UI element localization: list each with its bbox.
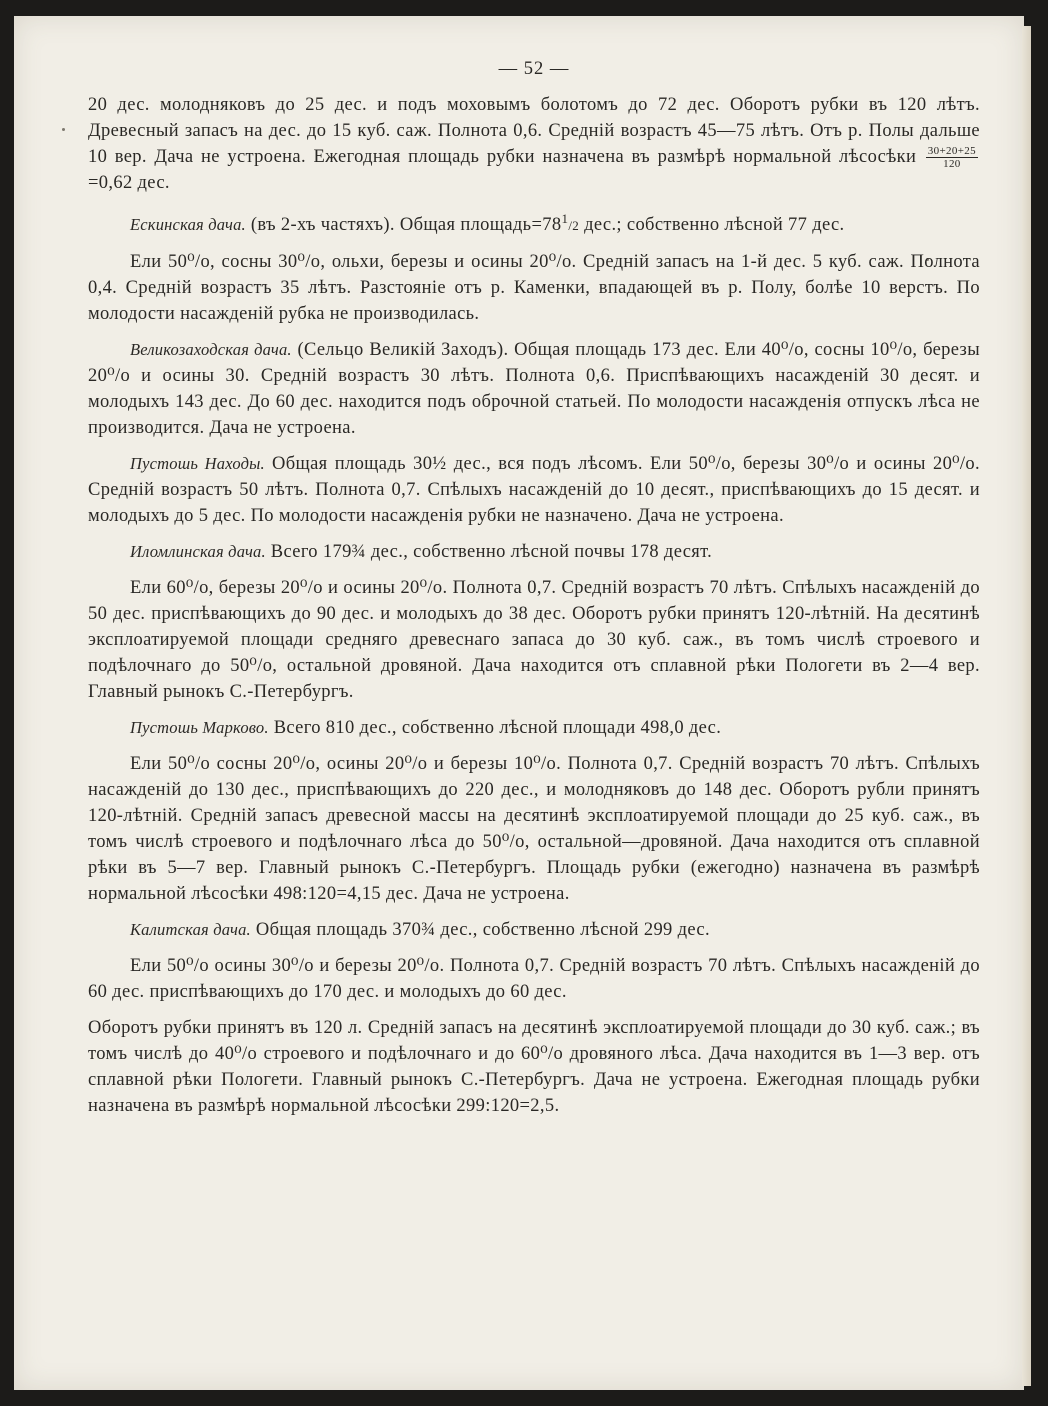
dacha-name: Иломлинская дача.: [130, 542, 266, 562]
paragraph: Калитская дача. Общая площадь 370¾ дес., собственно лѣсной 299 дес.: [130, 920, 710, 941]
paragraph: Великозаходская дача. (Сельцо Великiй Заходъ). Общая площадь 173 дес. Ели 40⁰/о, сосны 10⁰/о, березы 20⁰/о и осины 30. Среднiй возрастъ 30 лѣтъ. Полнота 0,6. Приспѣвающихъ насажденiй 30 десят. и молодыхъ 143 дес. До 60 дес. находится подъ оброчной статьей. По молодости насажденiя отпускъ лѣса не производится. Дача не устроена.: [88, 340, 980, 439]
paragraph: Пустошь Находы. Общая площадь 30½ дес., вся подъ лѣсомъ. Ели 50⁰/о, березы 30⁰/о и осины 20⁰/о. Среднiй возрастъ 50 лѣтъ. Полнота 0,7. Спѣлыхъ насажденiй до 10 десят., приспѣвающихъ до 15 десят. и молодыхъ до 5 дес. По молодости насажденiя рубки не назначено. Дача не устроена.: [88, 454, 980, 527]
fraction: $\frac{30+20+25}{120}$: [927, 145, 976, 171]
paragraph: Ели 50⁰/о осины 30⁰/о и березы 20⁰/о. Полнота 0,7. Среднiй возрастъ 70 лѣтъ. Спѣлыхъ насажденiй до 60 дес. приспѣвающихъ до 170 дес. и молодыхъ до 60 дес.: [88, 956, 980, 1003]
paragraph: 20 дес. молодняковъ до 25 дес. и подъ моховымъ болотомъ до 72 дес. Оборотъ рубки въ 120 лѣтъ. Древесный запасъ на дес. до 15 куб. саж. Полнота 0,6. Среднiй возрастъ 45—75 лѣтъ. Отъ р. Полы дальше 10 вер. Дача не устроена. Ежегодная площадь рубки назначена въ размѣрѣ нормальной лѣсосѣки $\frac{30+20+25}{120}$ =0,62 дес.: [88, 95, 980, 194]
paragraph: Ели 60⁰/о, березы 20⁰/о и осины 20⁰/о. Полнота 0,7. Среднiй возрастъ 70 лѣтъ. Спѣлыхъ насажденiй до 50 дес. приспѣвающихъ до 90 дес. и молодыхъ до 38 дес. Оборотъ рубки принятъ 120-лѣтнiй. На десятинѣ эксплоатируемой площади средняго древеснаго запаса до 30 куб. саж., въ томъ числѣ строевого и подѣлочнаго до 50⁰/о, остальной дровяной. Дача находится отъ сплавной рѣки Пологети въ 2—4 вер. Главный рынокъ С.-Петербургъ.: [88, 578, 980, 703]
next-page-edge: [1022, 26, 1031, 1386]
paragraph: Пустошь Марково. Всего 810 дес., собственно лѣсной площади 498,0 дес.: [130, 718, 722, 739]
paragraph: Ели 50⁰/о сосны 20⁰/о, осины 20⁰/о и березы 10⁰/о. Полнота 0,7. Среднiй возрастъ 70 лѣтъ. Спѣлыхъ насажденiй до 130 дес., приспѣвающихъ до 220 дес., и молодняковъ до 148 дес. Оборотъ рубли принятъ 120-лѣтнiй. Среднiй запасъ древесной массы на десятинѣ эксплоатируемой площади до 25 куб. саж., въ томъ числѣ строевого и подѣлочнаго лѣса до 50⁰/о, остальной—дровяной. Дача находится отъ сплавной рѣки въ 5—7 вер. Главный рынокъ С.-Петербургъ. Площадь рубки (ежегодно) назначена въ размѣрѣ нормальной лѣсосѣки 498:120=4,15 дес. Дача не устроена.: [88, 754, 980, 905]
page-number: — 52 —: [498, 59, 570, 79]
dacha-name: Ескинская дача.: [130, 215, 246, 235]
dacha-name: Пустошь Марково.: [130, 718, 269, 738]
dacha-name: Великозаходская дача.: [130, 340, 292, 360]
dacha-name: Пустошь Находы.: [130, 454, 265, 474]
paragraph: Иломлинская дача. Всего 179¾ дес., собственно лѣсной почвы 178 десят.: [130, 542, 713, 563]
paragraph: Оборотъ рубки принятъ въ 120 л. Среднiй запасъ на десятинѣ эксплоатируемой площади до 30 куб. саж.; въ томъ числѣ до 40⁰/о строевого и подѣлочнаго и до 60⁰/о дровяного лѣса. Дача находится въ 1—3 вер. отъ сплавной рѣки Пологети. Главный рынокъ С.-Петербургъ. Дача не устроена. Ежегодная площадь рубки назначена въ размѣрѣ нормальной лѣсосѣки 299:120=2,5.: [88, 1018, 980, 1117]
page-content: [88, 56, 980, 1129]
paragraph: Ели 50⁰/о, сосны 30⁰/о, ольхи, березы и осины 20⁰/о. Среднiй запасъ на 1-й дес. 5 куб. саж. Полнота 0,4. Среднiй возрастъ 35 лѣтъ. Разстоянiе отъ р. Каменки, впадающей въ р. Полу, болѣе 10 верстъ. По молодости насажденiй рубка не производилась.: [88, 252, 980, 325]
scan-speck: [62, 128, 65, 131]
dacha-name: Калитская дача.: [130, 920, 251, 940]
paragraph: Ескинская дача. (въ 2-хъ частяхъ). Общая $площадь=78^1/2$ дес.; собственно лѣсной 77 дес.: [130, 211, 845, 236]
